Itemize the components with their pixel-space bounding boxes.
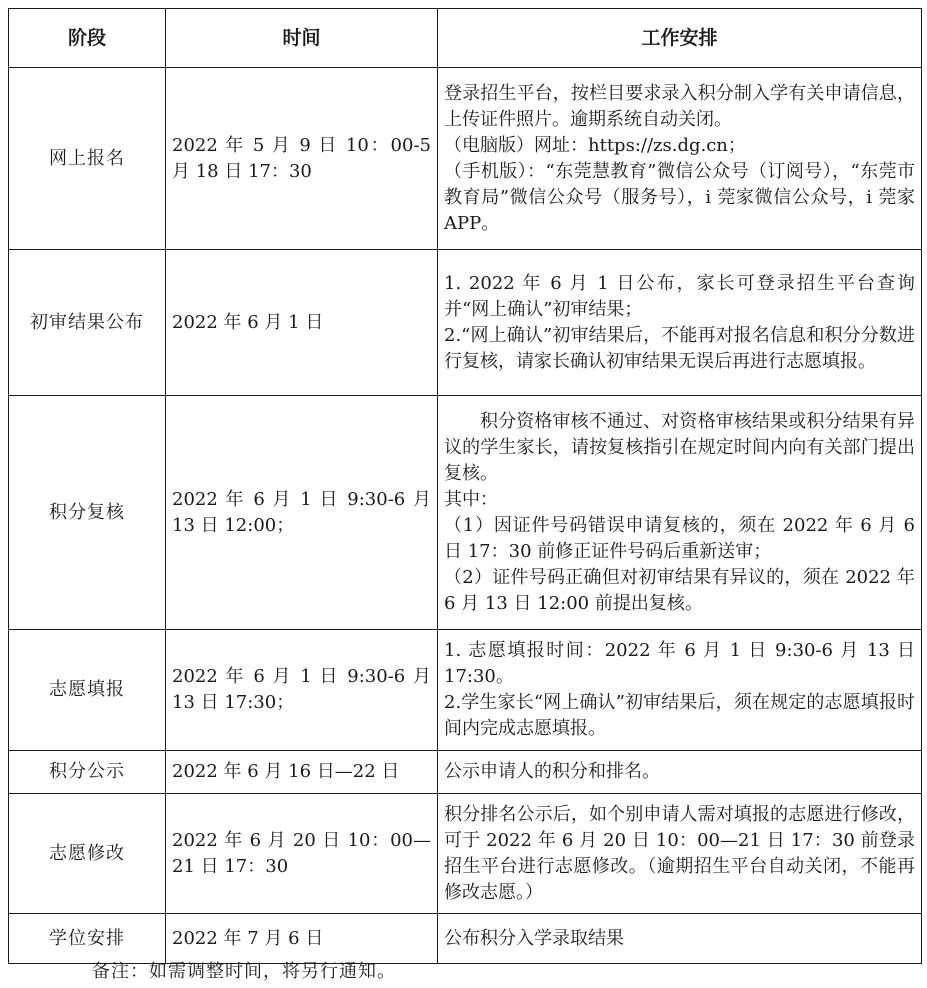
- stage-cell: 志愿填报: [9, 630, 166, 751]
- time-cell: 2022 年 6 月 1 日 9:30-6 月 13 日 12:00；: [166, 396, 438, 630]
- time-cell: 2022 年 7 月 6 日: [166, 914, 438, 964]
- header-row: [9, 9, 922, 68]
- table-row: [9, 630, 922, 751]
- schedule-table: [8, 8, 922, 964]
- task-cell: [438, 914, 922, 964]
- table-row: [9, 794, 922, 914]
- task-cell: [438, 751, 922, 794]
- task-line: （电脑版）网址：https://zs.dg.cn；: [444, 134, 746, 156]
- time-cell: 2022 年 6 月 1 日: [166, 250, 438, 396]
- table-row: [9, 250, 922, 396]
- task-cell: [438, 396, 922, 630]
- task-line: 其中：: [444, 488, 498, 510]
- task-cell: [438, 630, 922, 751]
- time-cell: 2022 年 6 月 20 日 10：00—21 日 17：30: [166, 794, 438, 914]
- task-line: 1. 志愿填报时间：2022 年 6 月 1 日 9:30-6 月 13 日 17:30。: [444, 640, 915, 687]
- task-line: （1）因证件号码错误申请复核的，须在 2022 年 6 月 6 日 17：30 前修正证件号码后重新送审；: [444, 514, 915, 562]
- stage-cell: 学位安排: [9, 914, 166, 964]
- task-line: （2）证件号码正确但对初审结果有异议的，须在 2022 年 6 月 13 日 12:00 前提出复核。: [444, 566, 915, 614]
- task-line: 2.“网上确认”初审结果后，不能再对报名信息和积分分数进行复核，请家长确认初审结果无误后再进行志愿填报。: [444, 324, 915, 372]
- task-line: 1. 2022 年 6 月 1 日公布，家长可登录招生平台查询并“网上确认”初审结果；: [444, 272, 915, 320]
- time-cell: 2022 年 5 月 9 日 10：00-5 月 18 日 17：30: [166, 68, 438, 250]
- stage-cell: 网上报名: [9, 68, 166, 250]
- stage-cell: 志愿修改: [9, 794, 166, 914]
- task-line: 积分资格审核不通过、对资格审核结果或积分结果有异议的学生家长，请按复核指引在规定时间内向有关部门提出复核。: [444, 410, 915, 484]
- task-line: 公布积分入学录取结果: [444, 927, 624, 949]
- task-line: （手机版）：“东莞慧教育”微信公众号（订阅号），“东莞市教育局”微信公众号（服务号），i 莞家微信公众号，i 莞家 APP。: [444, 160, 915, 234]
- task-line: 公示申请人的积分和排名。: [444, 761, 660, 782]
- time-cell: 2022 年 6 月 16 日—22 日: [166, 751, 438, 794]
- task-cell: [438, 794, 922, 914]
- time-cell: 2022 年 6 月 1 日 9:30-6 月 13 日 17:30；: [166, 630, 438, 751]
- task-line: 登录招生平台，按栏目要求录入积分制入学有关申请信息，上传证件照片。逾期系统自动关闭。: [444, 82, 915, 130]
- header-time: 时间: [166, 9, 438, 68]
- stage-cell: 初审结果公布: [9, 250, 166, 396]
- task-line: 积分排名公示后，如个别申请人需对填报的志愿进行修改，可于 2022 年 6 月 20 日 10：00—21 日 17：30 前登录招生平台进行志愿修改。（逾期招生平台自动关闭，不能再修改志愿。）: [444, 803, 915, 903]
- table-row: [9, 751, 922, 794]
- table-row: [9, 396, 922, 630]
- stage-cell: 积分公示: [9, 751, 166, 794]
- header-tasks: 工作安排: [438, 9, 922, 68]
- header-stage: 阶段: [9, 9, 166, 68]
- table-row: [9, 914, 922, 964]
- task-cell: [438, 250, 922, 396]
- table-row: [9, 68, 922, 250]
- task-cell: [438, 68, 922, 250]
- stage-cell: 积分复核: [9, 396, 166, 630]
- task-line: 2.学生家长“网上确认”初审结果后，须在规定的志愿填报时间内完成志愿填报。: [444, 692, 915, 739]
- footnote: 备注：如需调整时间，将另行通知。: [92, 961, 396, 982]
